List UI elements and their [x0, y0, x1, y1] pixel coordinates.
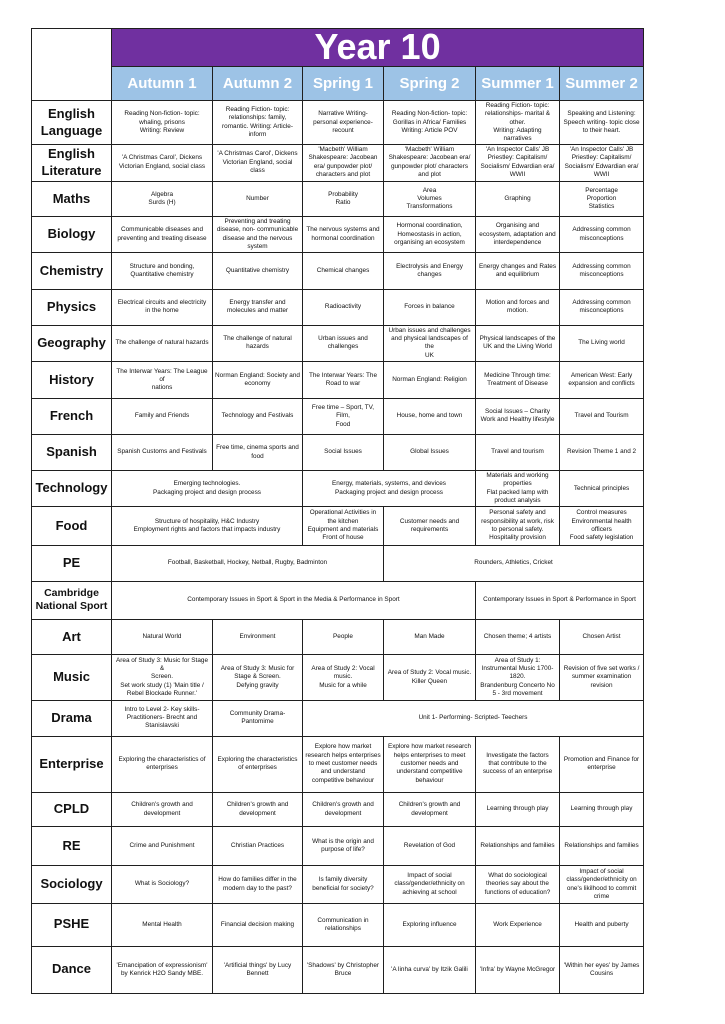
topic-cell: How do families differ in the modern day to the past? [213, 866, 303, 904]
subject-label: PE [32, 545, 112, 581]
topic-cell: Structure and bonding, Quantitative chemistry [112, 253, 213, 290]
topic-cell: Forces in balance [384, 289, 476, 325]
subject-label: Cambridge National Sport [32, 581, 112, 620]
topic-cell: Chemical changes [303, 253, 384, 290]
topic-cell: Personal safety and responsibility at work, risk to personal safety. Hospitality provision [476, 507, 560, 546]
subject-row-english-language [32, 101, 644, 145]
topic-cell: Narrative Writing- personal experience- recount [303, 101, 384, 145]
topic-cell: 'A Christmas Carol', Dickens Victorian England, social class [213, 144, 303, 181]
topic-cell: Learning through play [560, 792, 644, 827]
topic-cell: 'A Christmas Carol', Dickens Victorian England, social class [112, 144, 213, 181]
subject-label: Drama [32, 700, 112, 736]
subject-row-art [32, 620, 644, 655]
subject-label: CPLD [32, 792, 112, 827]
topic-cell: Exploring influence [384, 903, 476, 946]
topic-cell: Electrical circuits and electricity in the home [112, 289, 213, 325]
corner-cell [32, 29, 112, 101]
subject-label: Food [32, 507, 112, 546]
topic-cell: Chosen theme; 4 artists [476, 620, 560, 655]
topic-cell: Materials and working properties Flat packed lamp with product analysis [476, 471, 560, 507]
topic-cell: Motion and forces and motion. [476, 289, 560, 325]
topic-cell: The Living world [560, 325, 644, 362]
topic-cell: What is the origin and purpose of life? [303, 827, 384, 866]
subject-row-maths [32, 181, 644, 217]
subject-label: Biology [32, 217, 112, 253]
topic-cell: Technology and Festivals [213, 398, 303, 434]
topic-cell: Investigate the factors that contribute to the success of an enterprise [476, 736, 560, 792]
topic-cell: Unit 1- Performing- Scripted- Teechers [303, 700, 644, 736]
term-header-autumn-2: Autumn 2 [213, 66, 303, 101]
topic-cell: Norman England: Religion [384, 362, 476, 399]
subject-row-history [32, 362, 644, 399]
topic-cell: Community Drama- Pantomime [213, 700, 303, 736]
topic-cell: The challenge of natural hazards [213, 325, 303, 362]
term-header-summer-1: Summer 1 [476, 66, 560, 101]
topic-cell: Family and Friends [112, 398, 213, 434]
subject-label: Geography [32, 325, 112, 362]
topic-cell: Intro to Level 2- Key skills- Practitioners- Brecht and Stanislavski [112, 700, 213, 736]
subject-label: Physics [32, 289, 112, 325]
topic-cell: 'Within her eyes' by James Cousins [560, 946, 644, 993]
topic-cell: Organising and ecosystem, adaptation and interdependence [476, 217, 560, 253]
topic-cell: Addressing common misconceptions [560, 253, 644, 290]
topic-cell: Man Made [384, 620, 476, 655]
curriculum-table [31, 28, 644, 994]
topic-cell: Area of Study 2: Vocal music. Music for a while [303, 655, 384, 701]
term-header-summer-2: Summer 2 [560, 66, 644, 101]
topic-cell: Contemporary Issues in Sport & Sport in the Media & Performance in Sport [112, 581, 476, 620]
topic-cell: Structure of hospitality, H&C Industry Employment rights and factors that impacts industry [112, 507, 303, 546]
topic-cell: What do sociological theories say about the functions of education? [476, 866, 560, 904]
topic-cell: Quantitative chemistry [213, 253, 303, 290]
topic-cell: House, home and town [384, 398, 476, 434]
topic-cell: Probability Ratio [303, 181, 384, 217]
topic-cell: Medicine Through time: Treatment of Disease [476, 362, 560, 399]
topic-cell: Addressing common misconceptions [560, 289, 644, 325]
topic-cell: 'An Inspector Calls' JB Priestley: Capitalism/ Socialism/ Edwardian era/ WWII [560, 144, 644, 181]
topic-cell: Work Experience [476, 903, 560, 946]
topic-cell: The Interwar Years: The Road to war [303, 362, 384, 399]
topic-cell: The Interwar Years: The League of nations [112, 362, 213, 399]
subject-row-dance [32, 946, 644, 993]
topic-cell: Algebra Surds (H) [112, 181, 213, 217]
topic-cell: Operational Activities in the kitchen Equipment and materials Front of house [303, 507, 384, 546]
subject-row-chemistry [32, 253, 644, 290]
subject-label: Enterprise [32, 736, 112, 792]
topic-cell: Revision Theme 1 and 2 [560, 434, 644, 471]
subject-row-food [32, 507, 644, 546]
topic-cell: Number [213, 181, 303, 217]
topic-cell: Spanish Customs and Festivals [112, 434, 213, 471]
topic-cell: Preventing and treating disease, non- communicable disease and the nervous system [213, 217, 303, 253]
topic-cell: Speaking and Listening: Speech writing- topic close to their heart. [560, 101, 644, 145]
subject-label: Maths [32, 181, 112, 217]
subject-row-re [32, 827, 644, 866]
term-header-autumn-1: Autumn 1 [112, 66, 213, 101]
topic-cell: Explore how market research helps enterprises to meet customer needs and understand competitive behaviour [384, 736, 476, 792]
topic-cell: Learning through play [476, 792, 560, 827]
subject-row-pe [32, 545, 644, 581]
topic-cell: 'Infra' by Wayne McGregor [476, 946, 560, 993]
topic-cell: Revelation of God [384, 827, 476, 866]
topic-cell: Reading Fiction- topic: relationships- marital & other. Writing: Adapting narratives [476, 101, 560, 145]
title-row [32, 29, 644, 67]
subject-row-spanish [32, 434, 644, 471]
topic-cell: Area Volumes Transformations [384, 181, 476, 217]
topic-cell: Radioactivity [303, 289, 384, 325]
topic-cell: Technical principles [560, 471, 644, 507]
topic-cell: Social Issues [303, 434, 384, 471]
topic-cell: Urban issues and challenges [303, 325, 384, 362]
subject-label: History [32, 362, 112, 399]
term-header-row [32, 66, 644, 101]
subject-row-cpld [32, 792, 644, 827]
topic-cell: Addressing common misconceptions [560, 217, 644, 253]
topic-cell: Reading Non-fiction- topic: whaling, prisons Writing: Review [112, 101, 213, 145]
topic-cell: Environment [213, 620, 303, 655]
topic-cell: Reading Fiction- topic: relationships: family, romantic. Writing: Article- inform [213, 101, 303, 145]
topic-cell: Revision of five set works / summer examination revision [560, 655, 644, 701]
topic-cell: Explore how market research helps enterprises to meet customer needs and understand competitive behaviour [303, 736, 384, 792]
topic-cell: Children's growth and development [112, 792, 213, 827]
topic-cell: Chosen Artist [560, 620, 644, 655]
topic-cell: Crime and Punishment [112, 827, 213, 866]
topic-cell: Contemporary Issues in Sport & Performance in Sport [476, 581, 644, 620]
subject-label: Dance [32, 946, 112, 993]
subject-label: Music [32, 655, 112, 701]
topic-cell: Financial decision making [213, 903, 303, 946]
topic-cell: Percentage Proportion Statistics [560, 181, 644, 217]
subject-label: English Language [32, 101, 112, 145]
topic-cell: Customer needs and requirements [384, 507, 476, 546]
topic-cell: Energy, materials, systems, and devices Packaging project and design process [303, 471, 476, 507]
topic-cell: Free time, cinema sports and food [213, 434, 303, 471]
topic-cell: Norman England: Society and economy [213, 362, 303, 399]
subject-row-physics [32, 289, 644, 325]
topic-cell: Natural World [112, 620, 213, 655]
topic-cell: 'Macbeth' William Shakespeare: Jacobean era/ gunpowder plot/ characters and plot [384, 144, 476, 181]
topic-cell: Energy changes and Rates and equilibrium [476, 253, 560, 290]
topic-cell: Urban issues and challenges and physical landscapes of the UK [384, 325, 476, 362]
subject-row-pshe [32, 903, 644, 946]
subject-label: RE [32, 827, 112, 866]
topic-cell: Graphing [476, 181, 560, 217]
topic-cell: Children's growth and development [384, 792, 476, 827]
topic-cell: Area of Study 2: Vocal music. Killer Queen [384, 655, 476, 701]
topic-cell: 'Artificial things' by Lucy Bennett [213, 946, 303, 993]
subject-label: Spanish [32, 434, 112, 471]
topic-cell: Energy transfer and molecules and matter [213, 289, 303, 325]
topic-cell: Impact of social class/gender/ethnicity on one's likilhood to commit crime [560, 866, 644, 904]
topic-cell: Social Issues – Charity Work and Healthy lifestyle [476, 398, 560, 434]
topic-cell: Communicable diseases and preventing and treating disease [112, 217, 213, 253]
topic-cell: 'A linha curva' by Itzik Galili [384, 946, 476, 993]
topic-cell: Children's growth and development [303, 792, 384, 827]
topic-cell: 'An Inspector Calls' JB Priestley: Capitalism/ Socialism/ Edwardian era/ WWII [476, 144, 560, 181]
subject-row-geography [32, 325, 644, 362]
topic-cell: Impact of social class/gender/ethnicity on achieving at school [384, 866, 476, 904]
topic-cell: Exploring the characteristics of enterprises [112, 736, 213, 792]
subject-row-cambridge-national-sport [32, 581, 644, 620]
topic-cell: American West: Early expansion and conflicts [560, 362, 644, 399]
topic-cell: Children's growth and development [213, 792, 303, 827]
subject-row-french [32, 398, 644, 434]
topic-cell: The challenge of natural hazards [112, 325, 213, 362]
topic-cell: 'Macbeth' William Shakespeare: Jacobean era/ gunpowder plot/ characters and plot [303, 144, 384, 181]
subject-row-drama [32, 700, 644, 736]
topic-cell: The nervous systems and hormonal coordination [303, 217, 384, 253]
subject-row-enterprise [32, 736, 644, 792]
topic-cell: Hormonal coordination, Homeostasis in action, organising an ecosystem [384, 217, 476, 253]
topic-cell: Reading Non-fiction- topic: Gorillas in Africa/ Families Writing: Article POV [384, 101, 476, 145]
topic-cell: Free time – Sport, TV, Film, Food [303, 398, 384, 434]
subject-row-biology [32, 217, 644, 253]
topic-cell: Christian Practices [213, 827, 303, 866]
topic-cell: Communication in relationships [303, 903, 384, 946]
topic-cell: Area of Study 3: Music for Stage & Screen. Defying gravity [213, 655, 303, 701]
topic-cell: Rounders, Athletics, Cricket [384, 545, 644, 581]
subject-row-music [32, 655, 644, 701]
subject-label: Art [32, 620, 112, 655]
subject-label: English Literature [32, 144, 112, 181]
term-header-spring-2: Spring 2 [384, 66, 476, 101]
subject-label: PSHE [32, 903, 112, 946]
topic-cell: Mental Health [112, 903, 213, 946]
page-title: Year 10 [112, 29, 644, 67]
topic-cell: Relationships and families [560, 827, 644, 866]
topic-cell: Exploring the characteristics of enterprises [213, 736, 303, 792]
topic-cell: Health and puberty [560, 903, 644, 946]
topic-cell: Is family diversity beneficial for society? [303, 866, 384, 904]
topic-cell: Promotion and Finance for enterprise [560, 736, 644, 792]
topic-cell: Physical landscapes of the UK and the Living World [476, 325, 560, 362]
topic-cell: Football, Basketball, Hockey, Netball, Rugby, Badminton [112, 545, 384, 581]
topic-cell: Travel and Tourism [560, 398, 644, 434]
topic-cell: Electrolysis and Energy changes [384, 253, 476, 290]
topic-cell: Emerging technologies. Packaging project and design process [112, 471, 303, 507]
subject-label: French [32, 398, 112, 434]
subject-label: Sociology [32, 866, 112, 904]
topic-cell: 'Emancipation of expressionism' by Kenrick H2O Sandy MBE. [112, 946, 213, 993]
subject-row-english-literature [32, 144, 644, 181]
subject-row-technology [32, 471, 644, 507]
subject-row-sociology [32, 866, 644, 904]
topic-cell: Control measures Environmental health officers Food safety legislation [560, 507, 644, 546]
subject-label: Chemistry [32, 253, 112, 290]
topic-cell: Global Issues [384, 434, 476, 471]
topic-cell: 'Shadows' by Christopher Bruce [303, 946, 384, 993]
topic-cell: People [303, 620, 384, 655]
topic-cell: Area of Study 3: Music for Stage & Screen. Set work study (1) 'Main title / Rebel Blockade Runner.' [112, 655, 213, 701]
topic-cell: Area of Study 1: Instrumental Music 1700- 1820. Brandenburg Concerto No 5 - 3rd movement [476, 655, 560, 701]
topic-cell: What is Sociology? [112, 866, 213, 904]
term-header-spring-1: Spring 1 [303, 66, 384, 101]
topic-cell: Relationships and families [476, 827, 560, 866]
topic-cell: Travel and tourism [476, 434, 560, 471]
subject-label: Technology [32, 471, 112, 507]
